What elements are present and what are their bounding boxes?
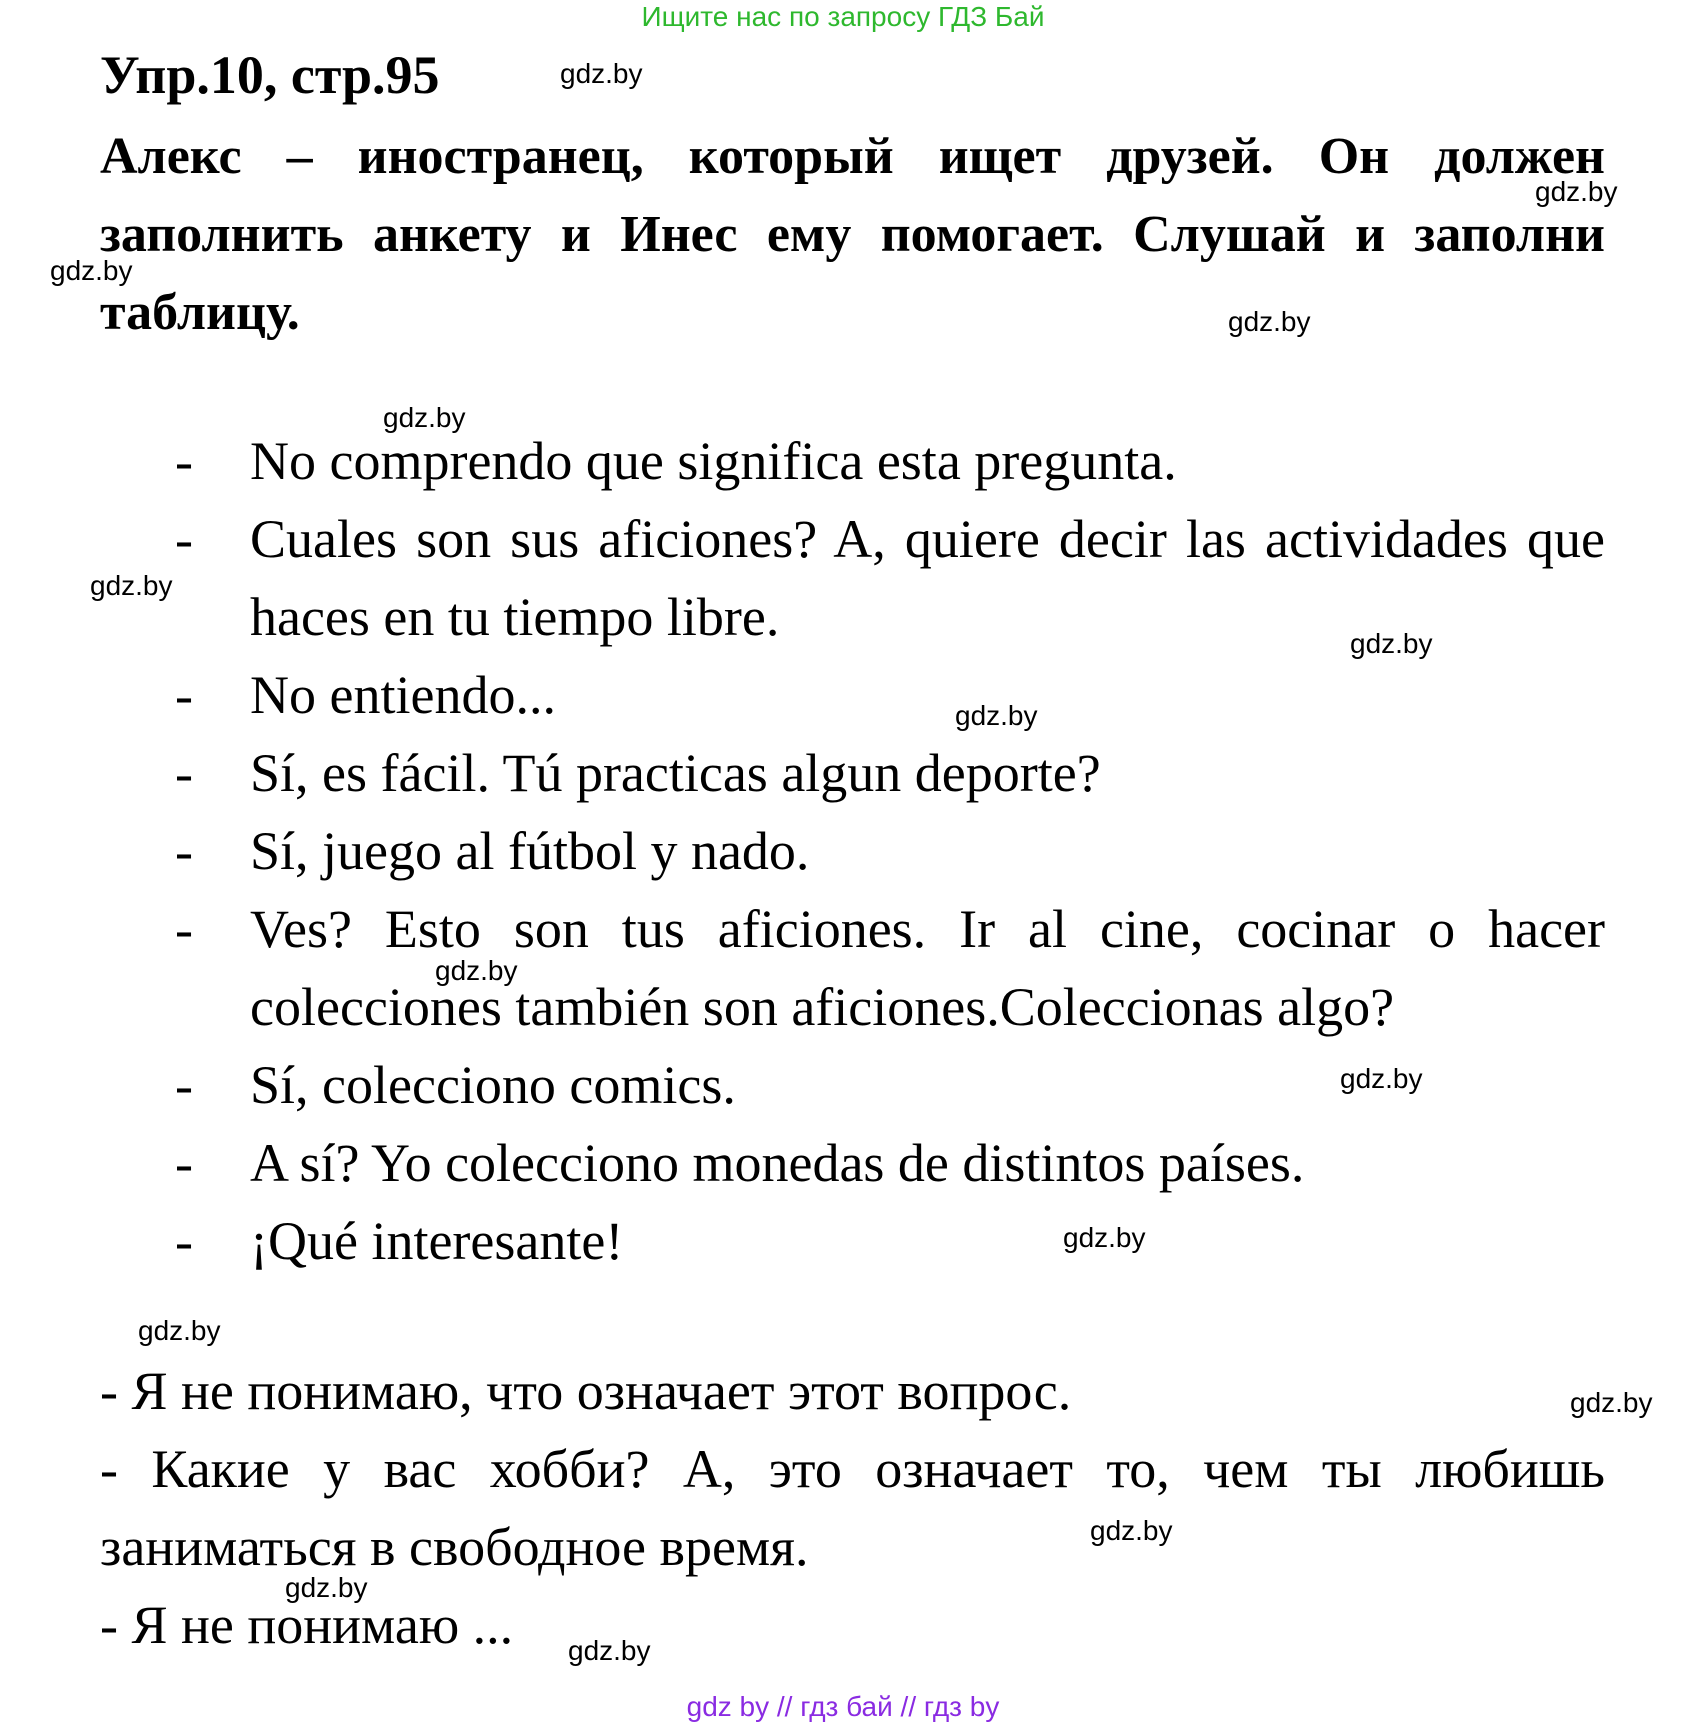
dialog-line	[0, 812, 1605, 890]
dialog-dash: -	[175, 743, 193, 803]
dialog-dash: -	[175, 821, 193, 881]
dialog-dash: -	[175, 899, 193, 959]
dialog-text: Sí, colecciono comics.	[250, 1055, 736, 1115]
watermark: gdz.by	[568, 1635, 651, 1666]
watermark: gdz.by	[955, 700, 1038, 731]
top-banner: Ищите нас по запросу ГДЗ Бай	[641, 1, 1045, 32]
watermark: gdz.by	[138, 1315, 221, 1346]
dialog-dash: -	[175, 1055, 193, 1115]
dialog-text: Cuales son sus aficiones? A, quiere decir las actividades que haces en tu tiempo libre.	[250, 509, 1605, 647]
translation-line: - Я не понимаю ...	[100, 1595, 514, 1655]
dialog-dash: -	[175, 1211, 193, 1271]
dialog-text: Sí, es fácil. Tú practicas algun deporte?	[250, 743, 1101, 803]
dialog-line	[0, 734, 1605, 812]
russian-translation	[100, 1352, 1605, 1664]
watermark: gdz.by	[1350, 628, 1433, 659]
dialog-text: No comprendo que significa esta pregunta.	[250, 431, 1177, 491]
dialog-text: ¡Qué interesante!	[250, 1211, 624, 1271]
dialog-text: Ves? Esto son tus aficiones. Ir al cine, cocinar o hacer colecciones también son aficiones.Coleccionas algo?	[250, 899, 1605, 1037]
dialog-dash: -	[175, 431, 193, 491]
watermark: gdz.by	[1228, 306, 1311, 337]
translation-line: - Я не понимаю, что означает этот вопрос.	[100, 1361, 1072, 1421]
task-text: Алекс – иностранец, который ищет друзей. Он должен заполнить анкету и Инес ему помогает. Слушай и заполни таблицу.	[100, 128, 1605, 341]
dialog-dash: -	[175, 509, 193, 569]
dialog-dash: -	[175, 665, 193, 725]
dialog-line	[0, 1124, 1605, 1202]
watermark: gdz.by	[383, 402, 466, 433]
dialog-text: A sí? Yo colecciono monedas de distintos países.	[250, 1133, 1305, 1193]
watermark: gdz.by	[1535, 176, 1618, 207]
watermark: gdz.by	[285, 1572, 368, 1603]
page-title: Упр.10, стр.95	[100, 45, 440, 105]
watermark: gdz.by	[1063, 1222, 1146, 1253]
watermark: gdz.by	[1570, 1387, 1653, 1418]
watermark: gdz.by	[560, 58, 643, 89]
translation-line: - Какие у вас хобби? А, это означает то, чем ты любишь заниматься в свободное время.	[100, 1439, 1605, 1577]
watermark: gdz.by	[50, 255, 133, 286]
footer-links: gdz by // гдз бай // гдз by	[686, 1691, 1000, 1722]
dialog-text: No entiendo...	[250, 665, 556, 725]
dialog-line	[0, 1202, 1605, 1280]
dialog-line	[0, 656, 1605, 734]
watermark: gdz.by	[435, 955, 518, 986]
dialog-line	[0, 890, 1605, 1046]
dialog-dash: -	[175, 1133, 193, 1193]
dialog-text: Sí, juego al fútbol y nado.	[250, 821, 810, 881]
watermark: gdz.by	[1340, 1063, 1423, 1094]
dialog-line	[0, 422, 1605, 500]
watermark: gdz.by	[1090, 1515, 1173, 1546]
spanish-dialog	[0, 422, 1686, 1280]
watermark: gdz.by	[90, 570, 173, 601]
